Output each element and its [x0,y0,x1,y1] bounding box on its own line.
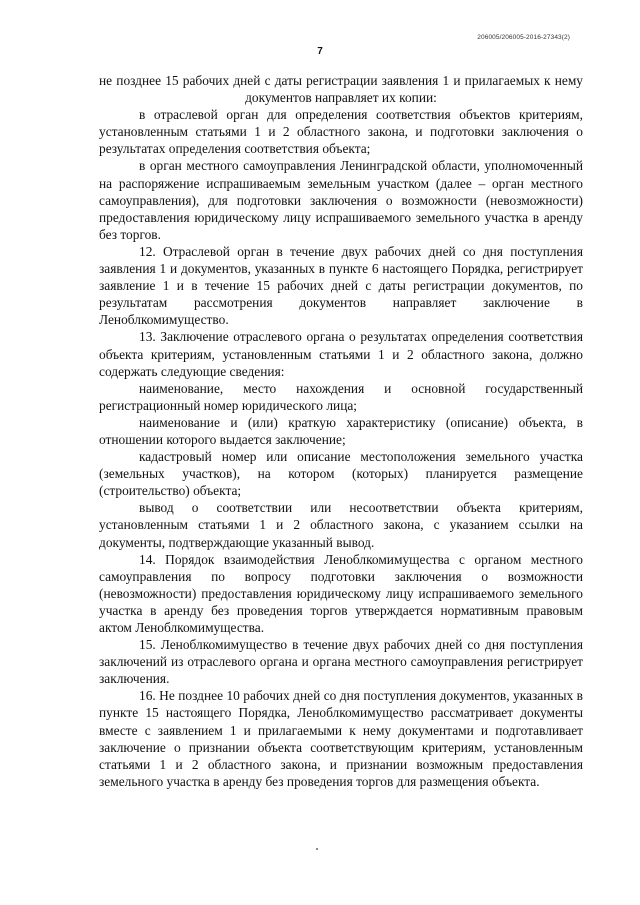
paragraph: вывод о соответствии или несоответствии объекта критериям, установленным статьями 1 и 2 областного закона, с указанием ссылки на документы, подтверждающие указанный вывод. [99,500,583,550]
paragraph: 16. Не позднее 10 рабочих дней со дня поступления документов, указанных в пункте 15 настоящего Порядка, Леноблкомимущество рассматривает документы вместе с заявлением 1 и прилагаемыми к нему документами и подготавливает заключение о признании объекта соответствующим критериям, установленным статьями 1 и 2 областного закона, и признании возможным предоставления земельного участка в аренду без проведения торгов для размещения объекта. [99,688,583,789]
paragraph: наименование и (или) краткую характеристику (описание) объекта, в отношении которого выдается заключение; [99,414,583,447]
paragraph: кадастровый номер или описание местоположения земельного участка (земельных участков), на котором (которых) планируется размещение (строительство) объекта; [99,449,583,499]
paragraph: 15. Леноблкомимущество в течение двух рабочих дней со дня поступления заключений из отраслевого органа и органа местного самоуправления регистрирует заключения. [99,637,583,687]
paragraph: наименование, место нахождения и основной государственный регистрационный номер юридического лица; [99,380,583,413]
document-body [99,72,583,790]
paragraph: 14. Порядок взаимодействия Леноблкомимущества с органом местного самоуправления по вопросу подготовки заключения о возможности (невозможности) предоставления юридическому лицу испрашиваемого земельного участка в аренду без проведения торгов утверждается нормативным правовым актом Леноблкомимущества. [99,551,583,635]
paragraph: 12. Отраслевой орган в течение двух рабочих дней со дня поступления заявления 1 и документов, указанных в пункте 6 настоящего Порядка, регистрирует заявление 1 и в течение 15 рабочих дней с даты регистрации документов, по результатам рассмотрения документов направляет заключение в Леноблкомимущество. [99,243,583,328]
paragraph: в отраслевой орган для определения соответствия объектов критериям, установленным статьями 1 и 2 областного закона, и подготовки заключения о результатах определения соответствия объекта; [99,107,583,157]
paragraph: в орган местного самоуправления Ленинградской области, уполномоченный на распоряжение испрашиваемым земельным участком (далее – орган местного самоуправления), для подготовки заключения о возможности (невозможности) предоставления юридическому лицу испрашиваемого земельного участка в аренду без торгов. [99,158,583,242]
scan-dot [316,848,318,850]
page-number: 7 [317,46,323,57]
paragraph: не позднее 15 рабочих дней с даты регистрации заявления 1 и прилагаемых к нему документов направляет их копии: [99,73,583,106]
paragraph: 13. Заключение отраслевого органа о результатах определения соответствия объекта критериям, установленным статьями 1 и 2 областного закона, должно содержать следующие сведения: [99,329,583,379]
document-id: 206005/206005-2016-27343(2) [477,34,570,41]
